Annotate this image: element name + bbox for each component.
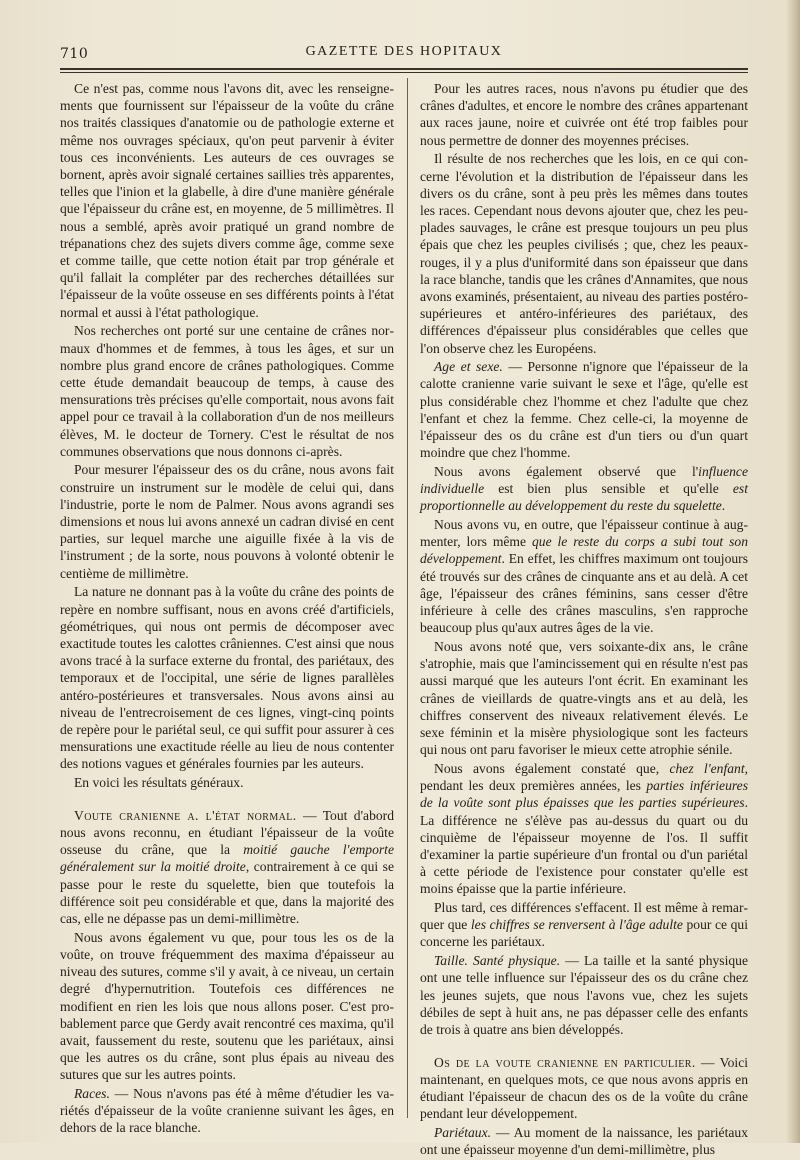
italic-emphasis: les chiffres se renversent à l'âge adulte: [470, 917, 683, 933]
left-column: [60, 80, 394, 1138]
paragraph: [420, 463, 748, 515]
text-run: — Tout d'abord nous avons reconnu, en étudiant l'épaisseur de la voûte osseuse du crâne, que la: [60, 807, 395, 858]
text-run: — La taille et la santé physique ont une telle influence sur l'épaisseur des os du crâne chez les jeunes sujets, que nous l'avons vue, chez les sujets débiles de sept à huit ans, ne pas dépasser celle des enfants de trois à quatre ans bien développés.: [420, 953, 749, 1037]
paragraph: Ce n'est pas, comme nous l'avons dit, avec les renseignements que fournissent sur l'épaisseur de la voûte du crâne nos traités classiques d'anatomie ou de pathologie externe et même nos ouvrages spéciaux, qu'on peut parvenir à éviter tous ces inconvénients. Les auteurs de ces ouvrages se bornent, après avoir signalé certaines saillies très apparentes, telles que l'inion et la glabelle, à dire d'une manière générale que l'épaisseur du crâne est, en moyenne, de 5 millimètres. Il nous a semblé, après avoir pratiqué un grand nombre de trépanations chez des sujets divers comme âge, comme sexe et comme taille, que cette notion était par trop générale et qu'il fallait la compléter par des recherches détaillées sur l'épaisseur de la voûte osseuse en ses différents points à l'état normal et aussi à l'état pathologique.: [60, 81, 394, 320]
text-run: Nous avons vu, en outre, que l'épaisseur continue à augmenter, lors même: [420, 517, 748, 550]
section-paragraph: [420, 1054, 748, 1123]
paragraph: Pour les autres races, nous n'avons pu étudier que des crânes d'adultes, et encore le nombre des crânes appartenant aux races jaune, noire et cuivrée ont été trop faibles pour nous permettre de donner des moyennes précises.: [420, 81, 748, 148]
text-run: — Au moment de la naissance, les pariétaux ont une épaisseur moyenne d'un demi-millimètre, plus: [420, 1124, 748, 1158]
paragraph: Nous avons également vu que, pour tous les os de la voûte, on trouve fréquemment des maxima d'épaisseur au niveau des sutures, comme s'il y avait, à ce niveau, un certain degré d'hypernutrition. Toutefois ces différences ne modifient en rien les lois que nous allons poser. C'est probablement parce que Gerdy avait rencontré ces maxima, qu'il avait, faussement du reste, soutenu que les pariétaux, ainsi que les autres os du crâne, sont plus épais au niveau des sutures que sur les autres points.: [60, 929, 394, 1083]
right-column: [420, 80, 748, 1160]
paragraph: La nature ne donnant pas à la voûte du crâne des points de repère en nombre suffisant, nous en avons créé d'artificiels, géométriques, qui nous ont permis de décomposer avec exactitude toutes les calottes crâniennes. C'est ainsi que nous avons tracé à la surface externe du frontal, des pariétaux, des temporaux et de l'occipital, une série de lignes parallèles antéro-postérieures et transversales. Nous avons ainsi au niveau de l'entrecroisement de ces lignes, vingt-cinq points de repère pour le pariétal seul, ce qui suffit pour assurer à ces mensurations une exactitude réelle au lieu de nous contenter des notions vagues et générales fournies par les auteurs.: [60, 584, 394, 772]
text-run: Nous avons également observé que l': [434, 463, 699, 479]
paragraph: [60, 1085, 394, 1137]
paragraph: Nos recherches ont porté sur une centaine de crânes normaux d'hommes et de femmes, à tous les âges, et sur un nombre plus grand encore de crânes pathologiques. Comme cette étude demandait beaucoup de temps, à cause des mensurations très précises qu'elle comportait, nous avons fait appel pour ce travail à la collaboration d'un de nos meilleurs élèves, M. le docteur de Tornery. C'est le résultat de nos communes observations que nous donnons ci-après.: [60, 323, 394, 459]
section-paragraph: [60, 807, 394, 927]
text-run: . En effet, les chiffres maximum ont toujours été trouvés sur des crânes de cinquante ans et au delà. A cet âge, l'épaisseur des crânes féminins, sans cesser d'être inférieure à celle des crânes masculins, s'en rapproche beaucoup plus qu'aux autres âges de la vie.: [420, 551, 748, 636]
italic-emphasis: est proportionnelle au développement du reste du squelette: [420, 481, 748, 514]
text-run: , pendant les deux premières années, les: [420, 760, 748, 794]
text-run: .: [721, 498, 726, 514]
column-divider: [407, 78, 408, 1118]
header-rule-thin: [60, 72, 748, 73]
text-run: pour ce qui concerne les pariétaux.: [420, 917, 748, 950]
italic-emphasis: parties inférieures de la voûte sont plus épaisses que les parties supérieures: [420, 778, 748, 811]
italic-emphasis: chez l'enfant: [669, 760, 745, 776]
page-number: 710: [60, 46, 89, 62]
paragraph: [420, 952, 748, 1038]
text-run: . La différence ne s'élève pas au-dessus du quart ou du cinquième de l'épaisseur moyenne de l'os. Il suffit d'examiner la partie supérieure d'un frontal ou d'un pariétal à cette période de l'existence pour constater qu'elle est moins épaisse que la partie inférieure.: [420, 795, 748, 897]
italic-emphasis: influence individuelle: [420, 463, 748, 497]
paragraph: [420, 358, 748, 461]
journal-title: GAZETTE DES HOPITAUX: [305, 44, 503, 59]
italic-emphasis: que le reste du corps a subi tout son développement: [420, 534, 748, 567]
section-gap: [60, 793, 394, 807]
paragraph: [420, 760, 748, 898]
section-heading: Os de la voute cranienne en particulier.: [434, 1054, 696, 1070]
subheading-age-sexe: Age et sexe.: [434, 359, 503, 375]
paragraph: [420, 899, 748, 951]
text-run: Nous avons également constaté que,: [434, 760, 670, 776]
text-run: Plus tard, ces différences s'effacent. Il est même à remarquer que: [420, 900, 748, 933]
paragraph: En voici les résultats généraux.: [74, 775, 244, 791]
subheading-parietaux: Pariétaux.: [434, 1124, 492, 1140]
italic-emphasis: moitié gauche l'emporte généralement sur la moitié droite: [60, 842, 394, 875]
paragraph: Nous avons noté que, vers soixante-dix ans, le crâne s'atrophie, mais que l'amincissement qui en résulte n'est pas aussi marqué que les auteurs l'ont écrit. En examinant les crânes de vieillards de quatre-vingts ans et au delà, les chiffres conservent des niveaux relativement élevés. Le sexe féminin et la misère physiologique sont les facteurs qui nous ont paru favoriser le mieux cette atrophie sénile.: [420, 639, 748, 758]
subheading-taille: Taille. Santé physique.: [434, 953, 561, 969]
section-gap: [420, 1040, 748, 1054]
page-header: [60, 44, 748, 64]
text-run: est bien plus sensible et qu'elle: [484, 481, 733, 497]
text-run: , contrairement à ce qui se passe pour le reste du squelette, bien que toutefois la différence soit peu considérable et que, dans la majorité des cas, elle ne dépasse pas un demi-millimètre.: [60, 859, 394, 927]
paragraph: [420, 516, 748, 636]
text-run: — Voici maintenant, en quelques mots, ce que nous avons appris en étudiant l'épaisseur de chacun des os de la voûte du crâne pendant leur développement.: [420, 1054, 749, 1122]
text-run: — Nous n'avons pas été à même d'étudier les variétés d'épaisseur de la voûte cranienne suivant les âges, en dehors de la race blanche.: [60, 1086, 394, 1136]
header-rule: [60, 68, 748, 70]
section-heading: Voute cranienne a. l'état normal.: [74, 807, 297, 823]
text-run: — Personne n'ignore que l'épaisseur de la calotte cranienne varie suivant le sexe et l'âge, qu'elle est plus considérable chez l'homme et chez l'adulte que chez l'enfant et chez la femme. Chez celle-ci, la moyenne de l'épaisseur des os du crâne est d'un tiers ou d'un quart moindre que chez l'homme.: [420, 359, 749, 461]
page-edge-shadow: [786, 0, 800, 1143]
paragraph: Il résulte de nos recherches que les lois, en ce qui concerne l'évolution et la distribution de l'épaisseur dans les divers os du crâne, sont à peu près les mêmes dans toutes les races. Cependant nous devons ajouter que, chez les peuplades sauvages, le crâne est presque toujours un peu plus épais que chez les peuples civilisés ; que, chez les peaux-rouges, il y a plus d'uniformité dans son épaisseur que dans la race blanche, tandis que les crânes d'Annamites, que nous avons examinés, présentaient, au niveau des parties postéro-supérieures et antéro-inférieures des pariétaux, des différences d'épaisseur plus considérables que celles que l'on observe chez les Européens.: [420, 151, 748, 356]
paragraph: [420, 1124, 748, 1158]
subheading-races: Races.: [74, 1086, 110, 1102]
paragraph: Pour mesurer l'épaisseur des os du crâne, nous avons fait construire un instrument sur le modèle de celui qui, dans l'industrie, porte le nom de Palmer. Nous avons agrandi ses dimensions et nous lui avons annexé un cadran divisé en cent parties, sur lequel marche une aiguille fixée à la vis de l'instrument ; de la sorte, nous pouvons à volonté obtenir le centième de millimètre.: [60, 462, 394, 581]
